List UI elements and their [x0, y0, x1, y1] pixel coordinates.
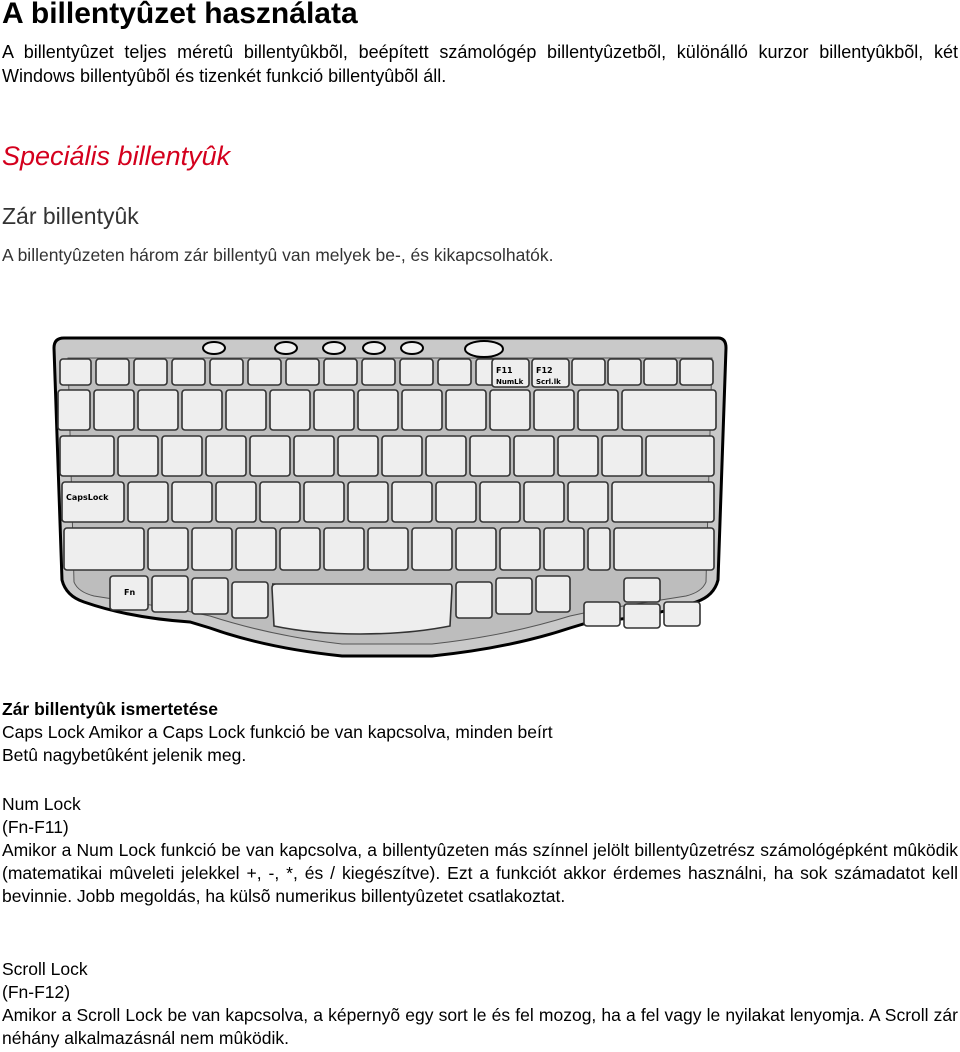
- key: [496, 578, 532, 614]
- key: [368, 528, 408, 570]
- key: [172, 482, 212, 522]
- fn-key-label: Fn: [124, 588, 136, 597]
- scroll-lock-section: [2, 958, 958, 1050]
- key: [446, 390, 486, 430]
- key: [192, 528, 232, 570]
- key: [280, 528, 320, 570]
- key: [436, 482, 476, 522]
- key: [456, 528, 496, 570]
- arrow-down-key: [624, 604, 660, 628]
- indicator-button: [275, 342, 297, 354]
- key: [232, 582, 268, 618]
- home-key-row: [62, 482, 714, 522]
- lock-keys-description: [2, 698, 958, 767]
- tab-key: [60, 436, 114, 476]
- num-lock-description: Amikor a Num Lock funkció be van kapcsolva, a billentyûzeten más színnel jelölt billentyûzetrész számológépként mûködik (matematikai mûveleti jelekkel +, -, *, és / kiegészítve). Ezt a funkciót akkor érdemes használni, ha sok számadatot kell bevinnie. Jobb megoldás, ha külsõ numerikus billentyûzetet csatlakoztat.: [2, 840, 958, 906]
- key: [402, 390, 442, 430]
- scroll-lock-title: Scroll Lock: [2, 959, 88, 979]
- num-lock-key-combo: (Fn-F11): [2, 817, 69, 837]
- number-key-row: [58, 390, 716, 430]
- key: [118, 436, 158, 476]
- key: [152, 576, 188, 612]
- key: [438, 359, 471, 385]
- key: [260, 482, 300, 522]
- key: [392, 482, 432, 522]
- special-keys-heading: Speciális billentyûk: [2, 141, 231, 171]
- key: [250, 436, 290, 476]
- key: [602, 436, 642, 476]
- key: [348, 482, 388, 522]
- scrolllock-key-label: Scrl.lk: [536, 378, 561, 386]
- key: [608, 359, 641, 385]
- page-title: A billentyûzet használata: [2, 0, 358, 30]
- backspace-key: [622, 390, 716, 430]
- key: [192, 578, 228, 614]
- description-heading: Zár billentyûk ismertetése: [2, 699, 218, 719]
- f12-key-label: F12: [536, 366, 553, 375]
- key: [470, 436, 510, 476]
- lock-keys-intro: A billentyûzeten három zár billentyû van melyek be-, és kikapcsolhatók.: [2, 245, 554, 265]
- key: [134, 359, 167, 385]
- key: [210, 359, 243, 385]
- key: [382, 436, 422, 476]
- intro-paragraph: A billentyûzet teljes méretû billentyûkbõl, beépített számológép billentyûzetbõl, különálló kurzor billentyûkbõl, két Windows billentyûbõl és tizenkét funkció billentyûbõl áll.: [2, 42, 958, 86]
- scroll-lock-key-combo: (Fn-F12): [2, 982, 71, 1002]
- indicator-button: [323, 342, 345, 354]
- space-bar: [272, 584, 452, 634]
- key: [96, 359, 129, 385]
- key: [294, 436, 334, 476]
- key: [338, 436, 378, 476]
- key: [500, 528, 540, 570]
- key: [314, 390, 354, 430]
- key: [128, 482, 168, 522]
- key: [226, 390, 266, 430]
- key: [60, 359, 91, 385]
- num-lock-section: [2, 793, 958, 908]
- key: [94, 390, 134, 430]
- key: [534, 390, 574, 430]
- key: [646, 436, 714, 476]
- key: [324, 359, 357, 385]
- function-key-row: [60, 359, 713, 387]
- capslock-key-label: CapsLock: [66, 493, 109, 502]
- keyboard-illustration: [50, 330, 730, 664]
- key: [572, 359, 605, 385]
- key: [578, 390, 618, 430]
- num-lock-title: Num Lock: [2, 794, 81, 814]
- key: [148, 528, 188, 570]
- key: [324, 528, 364, 570]
- key: [138, 390, 178, 430]
- key: [286, 359, 319, 385]
- key: [248, 359, 281, 385]
- key: [644, 359, 677, 385]
- key: [456, 582, 492, 618]
- bottom-letter-key-row: [64, 528, 714, 570]
- key: [270, 390, 310, 430]
- top-letter-key-row: [60, 436, 714, 476]
- shift-key: [614, 528, 714, 570]
- key: [426, 436, 466, 476]
- arrow-left-key: [584, 602, 620, 626]
- key: [514, 436, 554, 476]
- indicator-button: [401, 342, 423, 354]
- indicator-button: [203, 342, 225, 354]
- key: [358, 390, 398, 430]
- scroll-lock-description: Amikor a Scroll Lock be van kapcsolva, a képernyõ egy sort le és fel mozog, ha a fel vagy le nyilakat lenyomja. A Scroll zár néhány alkalmazásnál nem mûködik.: [2, 1005, 958, 1048]
- arrow-right-key: [664, 602, 700, 626]
- lock-keys-heading: Zár billentyûk: [2, 203, 139, 229]
- key: [206, 436, 246, 476]
- key: [680, 359, 713, 385]
- arrow-up-key: [624, 578, 660, 602]
- key: [536, 576, 570, 612]
- key: [58, 390, 90, 430]
- key: [588, 528, 610, 570]
- key: [412, 528, 452, 570]
- key: [524, 482, 564, 522]
- key: [544, 528, 584, 570]
- key: [162, 436, 202, 476]
- indicator-button: [363, 342, 385, 354]
- key: [236, 528, 276, 570]
- caps-lock-text-line: Caps Lock Amikor a Caps Lock funkció be van kapcsolva, minden beírt: [2, 722, 553, 742]
- key: [400, 359, 433, 385]
- key: [558, 436, 598, 476]
- key: [568, 482, 608, 522]
- key: [362, 359, 395, 385]
- key: [172, 359, 205, 385]
- caps-lock-text-line: Betû nagybetûként jelenik meg.: [2, 745, 247, 765]
- shift-key: [64, 528, 144, 570]
- numlock-key-label: NumLk: [496, 378, 524, 386]
- f11-key-label: F11: [496, 366, 513, 375]
- caps-lock-key: [62, 482, 124, 522]
- key: [216, 482, 256, 522]
- power-button: [465, 341, 503, 357]
- key: [490, 390, 530, 430]
- enter-key: [612, 482, 714, 522]
- key: [304, 482, 344, 522]
- key: [182, 390, 222, 430]
- key: [480, 482, 520, 522]
